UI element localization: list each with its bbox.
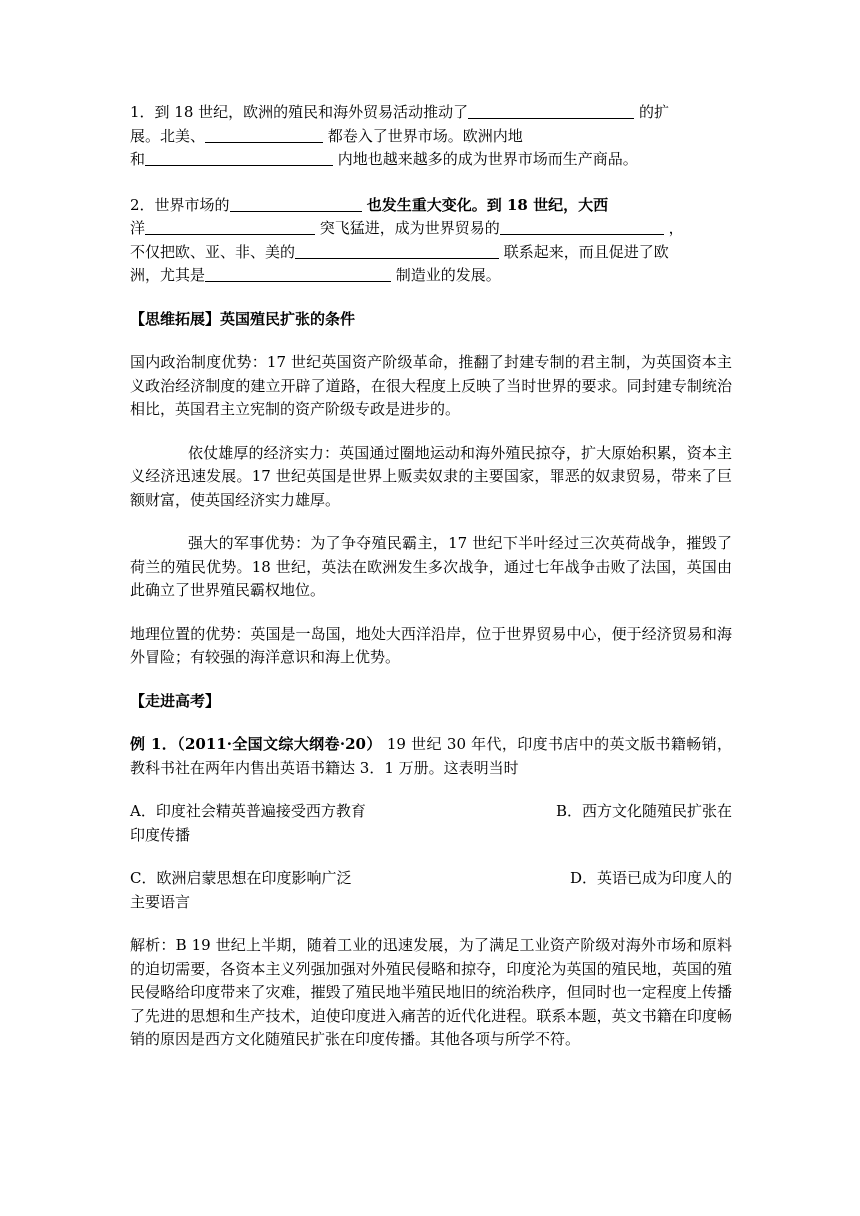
q2-line-2: 洋 突飞猛进，成为世界贸易的 ，: [130, 219, 684, 237]
q1-line-1: 1．到 18 世纪，欧洲的殖民和海外贸易活动推动了 的扩: [130, 103, 669, 121]
option-d[interactable]: D．英语已成为印度人的: [569, 869, 732, 887]
fill-blank[interactable]: [205, 264, 391, 282]
answer-analysis: 解析：B 19 世纪上半期，随着工业的迅速发展，为了满足工业资产阶级对海外市场和原料的迫切需要，各资本主义列强加强对外殖民侵略和掠夺，印度沦为英国的殖民地，英国的殖民侵略给印度带来了灾难，摧毁了殖民地半殖民地旧的统治秩序，但同时也一定程度上传播了先进的思想和生产技术，迫使印度进入痛苦的近代化进程。联系本题，英文书籍在印度畅销的原因是西方文化随殖民扩张在印度传播。其他各项与所学不符。: [130, 936, 732, 1048]
section-heading-expand: 【思维拓展】英国殖民扩张的条件: [130, 309, 356, 328]
option-c[interactable]: C．欧洲启蒙思想在印度影响广泛: [130, 869, 352, 887]
q1-line-3: 和 内地也越来越多的成为世界市场而生产商品。: [130, 150, 638, 168]
section-heading-exam: 【走进高考】: [130, 691, 221, 710]
fill-blank[interactable]: [500, 217, 664, 235]
option-b[interactable]: B．西方文化随殖民扩张在: [555, 802, 732, 820]
fill-blank[interactable]: [145, 217, 315, 235]
paragraph-politics: 国内政治制度优势：17 世纪英国资产阶级革命，推翻了封建专制的君主制，为英国资本主义政治经济制度的建立开辟了道路，在很大程度上反映了当时世界的要求。同封建专制统治相比，英国君主立宪制的资产阶级专政是进步的。: [130, 353, 732, 418]
paragraph-economy: 依仗雄厚的经济实力：英国通过圈地运动和海外殖民掠夺，扩大原始积累，资本主义经济迅速发展。17 世纪英国是世界上贩卖奴隶的主要国家，罪恶的奴隶贸易，带来了巨额财富，使英国经济实力雄厚。: [130, 443, 732, 509]
fill-blank[interactable]: [205, 125, 323, 143]
option-d-continued: 主要语言: [130, 892, 191, 911]
example-question: 例 1．（2011·全国文综大纲卷·20） 19 世纪 30 年代，印度书店中的英文版书籍畅销，教科书社在两年内售出英语书籍达 3．1 万册。这表明当时: [130, 735, 733, 777]
fill-blank[interactable]: [295, 241, 499, 259]
option-b-continued: 印度传播: [130, 825, 191, 844]
q2-line-3: 不仅把欧、亚、非、美的 联系起来，而且促进了欧: [130, 242, 669, 261]
paragraph-geography: 地理位置的优势：英国是一岛国，地处大西洋沿岸，位于世界贸易中心，便于经济贸易和海外冒险；有较强的海洋意识和海上优势。: [130, 624, 732, 666]
q1-line-2: 展。北美、 都卷入了世界市场。欧洲内地: [130, 126, 523, 145]
q2-line-4: 洲，尤其是 制造业的发展。: [130, 266, 501, 284]
question-2: [130, 194, 732, 288]
fill-blank[interactable]: [145, 148, 333, 166]
q2-line-1: 2．世界市场的 也发生重大变化。到 18 世纪，大西: [130, 195, 609, 214]
fill-blank[interactable]: [468, 101, 634, 119]
fill-blank[interactable]: [230, 194, 362, 212]
option-a[interactable]: A．印度社会精英普遍接受西方教育: [130, 802, 366, 820]
question-1: [130, 101, 732, 172]
options-ab: [130, 800, 732, 847]
paragraph-military: 强大的军事优势：为了争夺殖民霸主，17 世纪下半叶经过三次英荷战争，摧毁了荷兰的殖民优势。18 世纪，英法在欧洲发生多次战争，通过七年战争击败了法国，英国由此确立了世界殖民霸权地位。: [130, 534, 732, 599]
options-cd: [130, 867, 732, 914]
